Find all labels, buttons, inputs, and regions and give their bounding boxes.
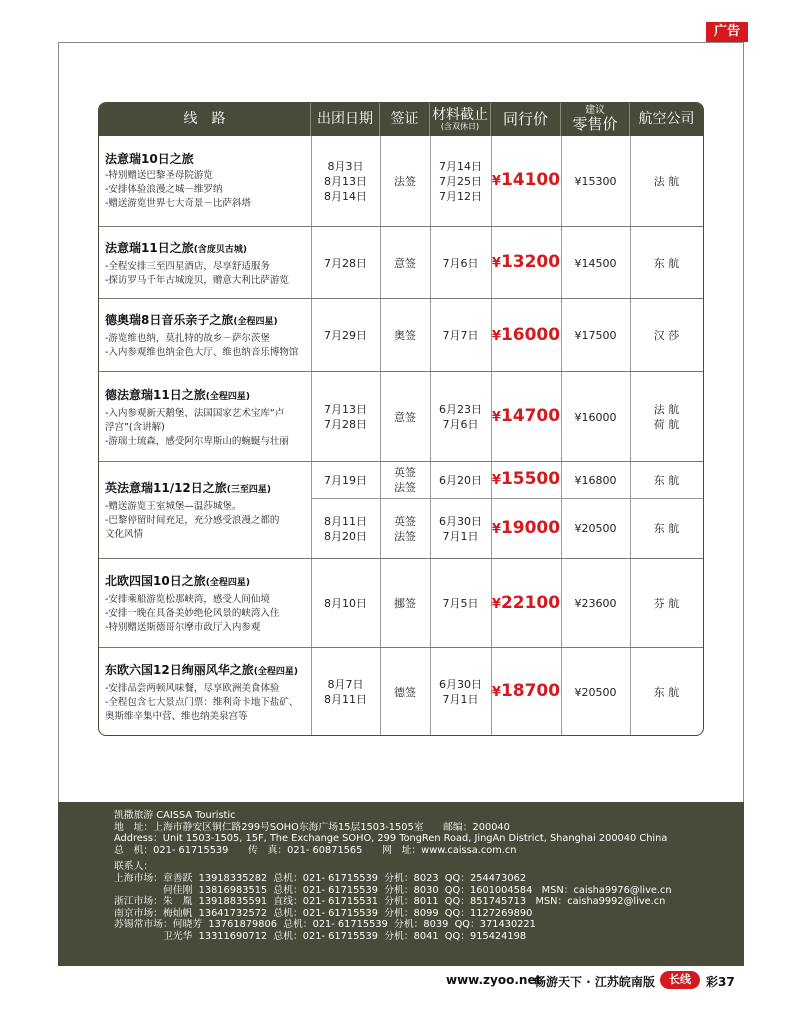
visa-type-line: 法签: [394, 529, 416, 543]
route-title: 德奥瑞8日音乐亲子之旅(全程四星): [105, 313, 278, 327]
table-row: [99, 136, 703, 226]
peer-price: [491, 498, 561, 559]
frame-right-line: [743, 42, 744, 802]
header-visa: 签证: [380, 103, 430, 136]
table-row: [99, 226, 703, 298]
document-deadline: [430, 227, 491, 299]
retail-price: [561, 372, 630, 462]
route-star-rating: (全程四星): [253, 667, 298, 677]
header-peer-price: 同行价: [491, 103, 561, 136]
departure-date-line: 8月3日: [327, 159, 364, 173]
contact-line: 浙江市场：朱 胤 13918835591 直线：021- 61715531 分机：8011 QQ：851745713 MSN：caisha9992@live.cn: [114, 896, 666, 908]
route-highlight: -入内参观维也纳金色大厅、维也纳音乐博物馆: [105, 347, 299, 358]
visa-type: [380, 648, 430, 736]
document-deadline-line: 7月6日: [442, 256, 479, 270]
peer-price: [491, 299, 561, 372]
table-row: [99, 647, 703, 735]
edition-slogan: 畅游天下 · 江苏皖南版: [534, 975, 655, 989]
route-highlight: -游瑞士琉森，感受阿尔卑斯山的蜿蜒与壮丽: [105, 436, 289, 447]
route-star-rating: (含庞贝古城): [193, 245, 247, 255]
contact-line: 苏锡常市场：何晓芳 13761879806 总机：021- 61715539 分机：8039 QQ：371430221: [114, 919, 536, 931]
departure-date: [311, 299, 380, 372]
table-row: [99, 371, 703, 461]
retail-price: [561, 559, 630, 648]
retail-price: [561, 498, 630, 559]
route-highlight: -游览维也纳，莫扎特的故乡－萨尔茨堡: [105, 333, 270, 344]
frame-top-line: [58, 42, 744, 43]
retail-price: [561, 462, 630, 498]
currency-symbol: ¥: [491, 174, 501, 189]
visa-type: [380, 299, 430, 372]
frame-left-line: [58, 42, 59, 802]
peer-price: [491, 136, 561, 226]
document-deadline: [430, 372, 491, 462]
website-url[interactable]: www.zyoo.net: [446, 973, 542, 987]
document-deadline-line: 7月6日: [442, 418, 479, 431]
route-highlight: -安排品尝两顿风味餐，尽享欧洲美食体验: [105, 683, 280, 694]
header-date: 出团日期: [311, 103, 380, 136]
airline: [630, 299, 703, 372]
airline-line: 汉 莎: [653, 329, 680, 342]
route-description: [105, 388, 289, 449]
document-deadline: [430, 462, 491, 498]
route-description: [105, 241, 289, 288]
airline: [630, 227, 703, 299]
retail-price: [561, 299, 630, 372]
route-highlight: 浮宫”(含讲解): [105, 422, 165, 433]
peer-price: [491, 227, 561, 299]
header-deadline: 材料截止 (含双休日): [430, 103, 491, 136]
peer-price: [491, 372, 561, 462]
document-deadline-line: 7月5日: [442, 597, 479, 610]
airline: [630, 648, 703, 736]
route-description: [105, 152, 251, 211]
visa-type-line: 英签: [394, 514, 416, 528]
visa-type: [380, 372, 430, 462]
departure-date-line: 8月10日: [324, 597, 367, 610]
table-row: [99, 558, 703, 647]
document-deadline-line: 6月23日: [439, 403, 482, 416]
document-deadline-line: 7月14日: [439, 159, 482, 173]
route-highlight: -安排体验浪漫之城－维罗纳: [105, 184, 223, 195]
ad-tag: 广告: [706, 22, 748, 42]
airline-line: 东 航: [653, 522, 680, 535]
retail-price-line: ¥20500: [574, 522, 617, 535]
company-info-line: 凯撒旅游 CAISSA Touristic: [114, 810, 236, 821]
visa-type-line: 英签: [394, 466, 416, 479]
route-description: [105, 663, 298, 724]
retail-price-line: ¥16000: [574, 410, 617, 424]
company-info-line: 地 址：上海市静安区铜仁路299号SOHO东海广场15层1503-1505室 邮编：200040: [114, 821, 510, 833]
contact-footer: [58, 802, 744, 966]
retail-price: [561, 227, 630, 299]
company-info: [114, 810, 744, 856]
visa-type: [380, 136, 430, 226]
document-deadline-line: 7月25日: [439, 174, 482, 188]
departure-date-line: 7月19日: [324, 473, 367, 487]
peer-price-value: ¥16000: [491, 324, 561, 345]
peer-price-value: ¥22100: [491, 592, 561, 613]
peer-price-value: ¥13200: [491, 252, 561, 272]
route-highlight: 文化风情: [105, 529, 144, 540]
airline-line: 东 航: [653, 256, 680, 270]
header-airline: 航空公司: [638, 111, 695, 128]
departure-date-line: 8月13日: [324, 174, 367, 188]
currency-symbol: ¥: [491, 410, 501, 425]
departure-date: [311, 559, 380, 648]
route-highlight: -赠送游览世界七大奇景－比萨斜塔: [105, 198, 251, 209]
currency-symbol: ¥: [491, 596, 501, 612]
currency-symbol: ¥: [491, 473, 501, 488]
visa-type: [380, 227, 430, 299]
airline: [630, 559, 703, 648]
route-highlight: -特别赠送斯德哥尔摩市政厅入内参观: [105, 622, 261, 633]
route-title: 英法意瑞11/12日之旅(三至四星): [105, 481, 272, 495]
table-row: [99, 298, 703, 371]
airline-line: 法 航: [653, 174, 680, 188]
route-star-rating: (全程四星): [233, 317, 278, 327]
route-highlight: -全程安排三至四星酒店，尽享舒适服务: [105, 261, 270, 272]
airline-line: 荷 航: [653, 418, 680, 431]
route-highlight: -巴黎停留时间充足，充分感受浪漫之都的: [105, 515, 280, 526]
visa-type-line: 意签: [394, 256, 416, 270]
document-deadline: [430, 559, 491, 648]
document-deadline-line: 7月1日: [442, 529, 479, 543]
departure-date-line: 8月11日: [324, 514, 367, 528]
route-title: 东欧六国12日绚丽风华之旅(全程四星): [105, 663, 298, 677]
departure-date-line: 8月11日: [324, 693, 367, 706]
departure-date-line: 7月28日: [324, 256, 367, 270]
document-deadline-line: 7月12日: [439, 189, 482, 203]
peer-price-value: ¥18700: [491, 681, 561, 701]
currency-symbol: ¥: [491, 685, 501, 700]
contact-line: 上海市场：章善跃 13918335282 总机：021- 61715539 分机：8023 QQ：254473062: [114, 872, 527, 884]
long-haul-badge: 长线: [660, 971, 700, 989]
table-header: [99, 103, 703, 136]
contact-line: 卫光华 13311690712 总机：021- 61715539 分机：8041 QQ：915424198: [114, 930, 527, 942]
route-highlight: 奥斯维辛集中营、维也纳美泉宫等: [105, 711, 248, 722]
visa-type: [380, 498, 430, 559]
document-deadline-line: 7月7日: [442, 329, 479, 342]
retail-price-line: ¥23600: [574, 597, 617, 610]
route-highlight: -安排乘船游览松那峡湾，感受人间仙境: [105, 594, 270, 605]
document-deadline: [430, 299, 491, 372]
route-star-rating: (全程四星): [205, 578, 250, 588]
peer-price-value: ¥15500: [491, 469, 561, 489]
document-deadline-line: 6月20日: [439, 473, 482, 487]
route-description: [105, 313, 298, 360]
retail-price-line: ¥14500: [574, 256, 617, 270]
peer-price: [491, 462, 561, 498]
visa-type-line: 法签: [394, 481, 416, 494]
airline-line: 东 航: [653, 473, 680, 487]
visa-type-line: 挪签: [394, 597, 416, 610]
route-highlight: -赠送游览王室城堡—温莎城堡。: [105, 501, 242, 512]
document-deadline-line: 7月1日: [442, 693, 479, 706]
document-deadline: [430, 136, 491, 226]
departure-date-line: 7月28日: [324, 418, 367, 431]
airline: [630, 498, 703, 559]
visa-type-line: 法签: [394, 174, 416, 188]
route-highlight: -入内参观新天鹅堡、法国国家艺术宝库“卢: [105, 408, 285, 419]
departure-date: [311, 372, 380, 462]
visa-type-line: 意签: [394, 410, 416, 424]
peer-price: [491, 559, 561, 648]
retail-price-line: ¥15300: [574, 174, 617, 188]
route-title: 德法意瑞11日之旅(全程四星): [105, 388, 250, 402]
departure-date-line: 8月20日: [324, 529, 367, 543]
departure-date-line: 7月29日: [324, 329, 367, 342]
contact-line: 南京市场：梅灿帆 13641732572 总机：021- 61715539 分机：8099 QQ：1127269890: [114, 907, 533, 919]
header-route: 线 路: [99, 103, 311, 136]
departure-date-line: 7月13日: [324, 403, 367, 416]
route-description: [105, 574, 279, 635]
retail-price-line: ¥16800: [574, 473, 617, 487]
header-retail-price: 建议 零售价: [561, 103, 630, 136]
route-highlight: -全程包含七大景点门票：维利奇卡地下盐矿、: [105, 697, 299, 708]
page-number: 彩37: [706, 975, 735, 989]
route-description: [105, 481, 279, 542]
airline-line: 东 航: [653, 685, 680, 699]
departure-date-line: 8月14日: [324, 189, 367, 203]
route-title: 法意瑞10日之旅: [105, 152, 194, 166]
departure-date: [311, 462, 380, 498]
table-row: [99, 461, 703, 558]
visa-type-line: 奥签: [394, 329, 416, 342]
currency-symbol: ¥: [491, 521, 501, 537]
route-star-rating: (三至四星): [226, 485, 272, 495]
tour-price-table: [98, 102, 704, 736]
visa-type-line: 德签: [394, 685, 416, 699]
departure-date: [311, 648, 380, 736]
document-deadline: [430, 648, 491, 736]
airline-line: 法 航: [653, 403, 680, 416]
peer-price-value: ¥19000: [491, 517, 561, 538]
retail-price-line: ¥17500: [574, 329, 617, 342]
airline: [630, 462, 703, 498]
route-title: 法意瑞11日之旅(含庞贝古城): [105, 241, 247, 255]
company-info-line: Address：Unit 1503-1505, 15F, The Exchange SOHO, 299 TongRen Road, JingAn District, Shanghai 200040 China: [114, 833, 668, 845]
visa-type: [380, 462, 430, 498]
retail-price: [561, 648, 630, 736]
route-title: 北欧四国10日之旅(全程四星): [105, 574, 250, 588]
departure-date: [311, 136, 380, 226]
airline: [630, 136, 703, 226]
airline-line: 芬 航: [653, 597, 680, 610]
sub-row-divider: [311, 498, 703, 499]
peer-price-value: ¥14700: [491, 406, 561, 426]
route-star-rating: (全程四星): [205, 392, 250, 402]
contact-line: 联系人：: [114, 861, 154, 873]
contact-line: 何佳刚 13816983515 总机：021- 61715539 分机：8030 QQ：1601004584 MSN：caisha9976@live.cn: [114, 884, 672, 896]
retail-price: [561, 136, 630, 226]
departure-date: [311, 498, 380, 559]
departure-date: [311, 227, 380, 299]
document-deadline-line: 6月30日: [439, 514, 482, 528]
route-highlight: -特别赠送巴黎圣母院游览: [105, 170, 213, 181]
currency-symbol: ¥: [491, 328, 501, 344]
document-deadline: [430, 498, 491, 559]
currency-symbol: ¥: [491, 256, 501, 271]
route-highlight: -探访罗马千年古城庞贝，赠意大利比萨游览: [105, 275, 289, 286]
peer-price-value: ¥14100: [491, 170, 561, 190]
airline: [630, 372, 703, 462]
company-info-line: 总 机：021- 61715539 传 真：021- 60871565 网 址：www.caissa.com.cn: [114, 844, 517, 856]
peer-price: [491, 648, 561, 736]
route-highlight: -安排一晚在具备美妙绝伦风景的峡湾入住: [105, 608, 280, 619]
contact-list: [114, 861, 744, 942]
retail-price-line: ¥20500: [574, 685, 617, 699]
document-deadline-line: 6月30日: [439, 678, 482, 691]
visa-type: [380, 559, 430, 648]
departure-date-line: 8月7日: [327, 678, 364, 691]
